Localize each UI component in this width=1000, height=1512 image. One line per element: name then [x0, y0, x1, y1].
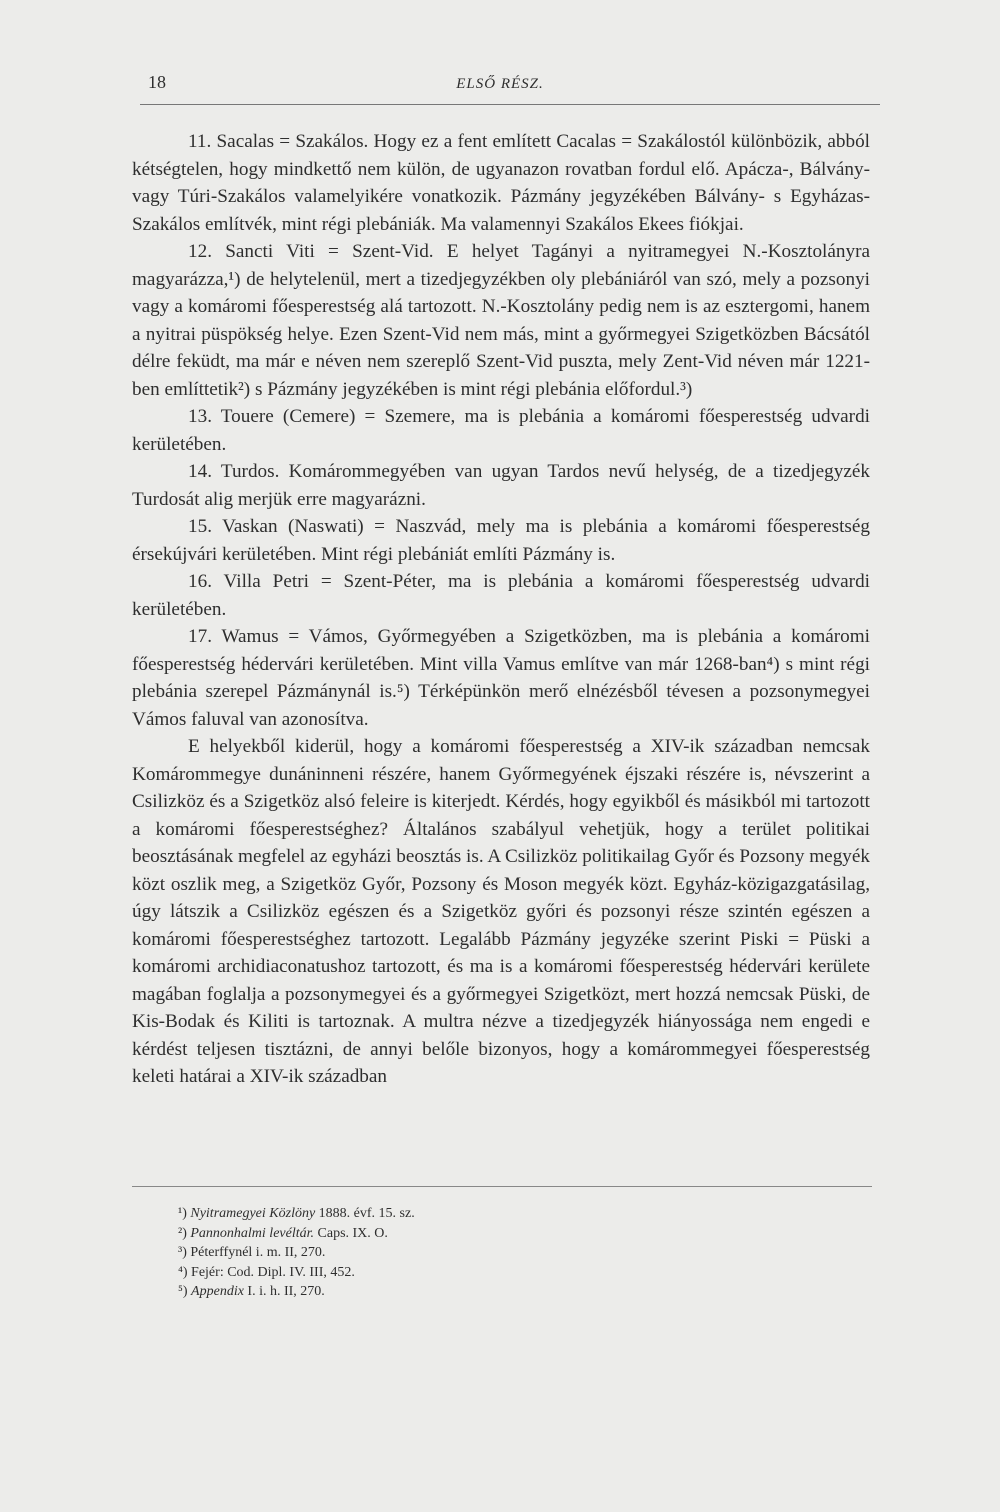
footnote-source: Nyitramegyei Közlöny: [190, 1206, 316, 1221]
footnote-3: [178, 1243, 415, 1263]
footnote-source: Appendix: [191, 1284, 244, 1299]
footnote-1: [178, 1204, 415, 1224]
footnote-detail: Fejér: Cod. Dipl. IV. III, 452.: [191, 1264, 355, 1280]
body-text: [132, 128, 870, 1091]
paragraph-conclusion: E helyekből kiderül, hogy a komáromi főesperestség a XIV-ik században nemcsak Komárommegye dunáninneni részére, hanem Győrmegyének éjszaki részére is, névszerint a Csilizköz és a Szigetköz alsó feleire is kiterjedt. Kérdés, hogy egyikből és másikból mi tartozott a komáromi főesperestséghez? Általános szabályul vehetjük, hogy a terület politikai beosztásának megfelel az egyházi beosztás is. A Csilizköz politikailag Győr és Pozsony megyék közt oszlik meg, a Szigetköz Győr, Pozsony és Moson megyék közt. Egyház-közigazgatásilag, úgy látszik a Csilizköz egészen és a Szigetköz győri és pozsonyi része szintén egészen a komáromi főesperestséghez tartozott. Legalább Pázmány jegyzéke szerint Piski = Püski a komáromi archidiaconatushoz tartozott, és ma is a komáromi főesperestség hédervári kerülete magában foglalja a pozsonymegyei és a győrmegyei Szigetközt, mert hozzá nemcsak Püski, de Kis-Bodak és Kiliti is tartoznak. A multra nézve a tizedjegyzék hiányossága nem engedi e kérdést teljesen tisztázni, de annyi belőle bizonyos, hogy a komárommegyei főesperestség keleti határai a XIV-ik században: [132, 736, 870, 1087]
running-title: ELSŐ RÉSZ.: [456, 76, 544, 92]
footnote-4: [178, 1263, 415, 1283]
footnote-detail: Péterffynél i. m. II, 270.: [190, 1245, 326, 1260]
footnote-rule: [132, 1186, 872, 1187]
footnote-2: [178, 1224, 415, 1244]
footnote-mark: ⁴): [178, 1264, 188, 1280]
footnote-source: Pannonhalmi levéltár.: [190, 1225, 315, 1241]
paragraph-11: 11. Sacalas = Szakálos. Hogy ez a fent említett Cacalas = Szakálostól különbözik, abból kétségtelen, hogy mindkettő nem külön, de ugyanazon rovatban fordul elő. Apácza-, Bálvány- vagy Túri-Szakálos valamelyikére vonatkozik. Pázmány jegyzékében Bálvány- s Egyházas-Szakálos említvék, mint régi plebániák. Ma valamennyi Szakálos Ekees fiókjai.: [132, 131, 870, 235]
footnote-mark: ³): [178, 1245, 187, 1260]
header-rule: [140, 104, 880, 105]
footnote-mark: ¹): [178, 1206, 187, 1221]
footnote-detail: 1888. évf. 15. sz.: [315, 1206, 415, 1221]
footnote-detail: Caps. IX. O.: [314, 1225, 388, 1241]
paragraph-12: 12. Sancti Viti = Szent-Vid. E helyet Tagányi a nyitramegyei N.-Kosztolányra magyarázza,¹) de helytelenül, mert a tizedjegyzékben oly plebániáról van szó, mely a pozsonyi vagy a komáromi főesperestség alá tartozott. N.-Kosztolány pedig nem is az esztergomi, hanem a nyitrai püspökség helye. Ezen Szent-Vid nem más, mint a győrmegyei Szigetközben Bácsától délre feküdt, ma már e néven nem szereplő Szent-Vid puszta, mely Zent-Vid néven már 1221-ben említtetik²) s Pázmány jegyzékében is mint régi plebánia előfordul.³): [132, 241, 870, 400]
paragraph-15: 15. Vaskan (Naswati) = Naszvád, mely ma is plebánia a komáromi főesperestség érsekújvári kerületében. Mint régi plebániát említi Pázmány is.: [132, 516, 870, 565]
paragraph-14: 14. Turdos. Komárommegyében van ugyan Tardos nevű helység, de a tizedjegyzék Turdosát alig merjük erre magyarázni.: [132, 461, 870, 510]
footnote-detail: I. i. h. II, 270.: [243, 1284, 325, 1299]
footnotes: [178, 1204, 415, 1302]
footnote-5: [178, 1282, 415, 1302]
paragraph-16: 16. Villa Petri = Szent-Péter, ma is plebánia a komáromi főesperestség udvardi kerületében.: [132, 571, 870, 620]
page-number: 18: [148, 72, 166, 92]
paragraph-13: 13. Touere (Cemere) = Szemere, ma is plebánia a komáromi főesperestség udvardi kerületében.: [132, 406, 870, 455]
paragraph-17: 17. Wamus = Vámos, Győrmegyében a Szigetközben, ma is plebánia a komáromi főesperestség hédervári kerületében. Mint villa Vamus említve van már 1268-ban⁴) s mint régi plebánia szerepel Pázmánynál is.⁵) Térképünkön merő elnézésből tévesen a pozsonymegyei Vámos faluval van azonosítva.: [132, 626, 870, 730]
footnote-mark: ²): [178, 1225, 187, 1241]
footnote-mark: ⁵): [178, 1284, 188, 1299]
